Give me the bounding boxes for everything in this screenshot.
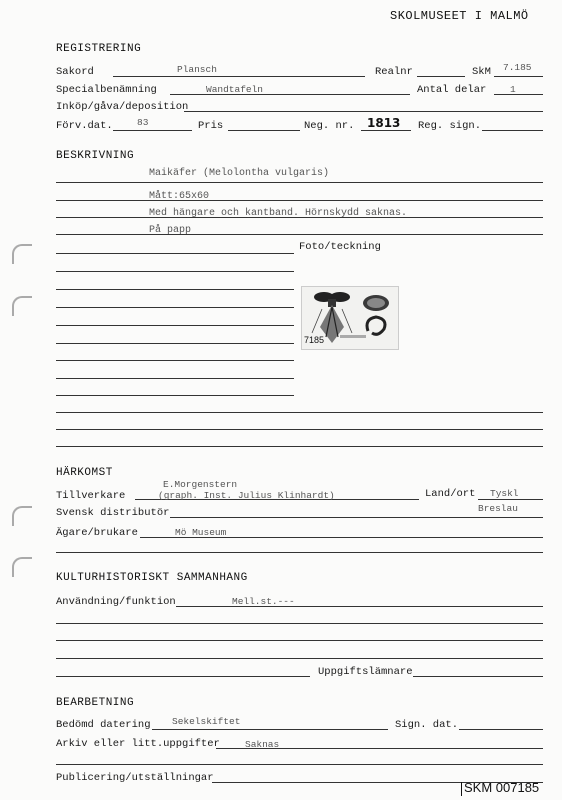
section-bearbetning: BEARBETNING bbox=[56, 697, 135, 709]
label-bedomd-datering: Bedömd datering bbox=[56, 719, 151, 731]
description-line bbox=[56, 182, 543, 183]
field-line-neg-nr bbox=[361, 130, 411, 131]
value-agare: Mö Museum bbox=[175, 527, 227, 538]
photo-caption: 7185 bbox=[304, 335, 325, 345]
description-line-short bbox=[56, 378, 294, 379]
value-datering: Sekelskiftet bbox=[172, 716, 241, 727]
value-ort: Breslau bbox=[478, 503, 518, 514]
section-kultur: KULTURHISTORISKT SAMMANHANG bbox=[56, 572, 248, 584]
value-beskrivning-3: Med hängare och kantband. Hörnskydd saknas. bbox=[149, 208, 408, 219]
label-sign-dat: Sign. dat. bbox=[395, 719, 459, 731]
label-inkop: Inköp/gåva/deposition bbox=[56, 101, 189, 113]
value-tillverkare-2: (graph. Inst. Julius Klinhardt) bbox=[158, 490, 335, 501]
field-line-forv-dat bbox=[113, 130, 192, 131]
description-line bbox=[56, 446, 543, 447]
value-neg-nr: 1813 bbox=[367, 116, 401, 130]
description-line bbox=[56, 217, 543, 218]
description-line-short bbox=[56, 307, 294, 308]
section-registrering: REGISTRERING bbox=[56, 43, 142, 55]
field-line-reg-sign bbox=[482, 130, 543, 131]
description-line bbox=[56, 412, 543, 413]
object-photo bbox=[301, 286, 399, 350]
description-line-short bbox=[56, 253, 294, 254]
archive-stamp: SKM 007185 bbox=[464, 780, 540, 795]
label-land-ort: Land/ort bbox=[425, 488, 476, 500]
kultur-line-short bbox=[56, 676, 310, 677]
value-forv-dat: 83 bbox=[137, 117, 149, 128]
section-harkomst: HÄRKOMST bbox=[56, 467, 113, 479]
field-line-skm bbox=[494, 76, 543, 77]
label-antal-delar: Antal delar bbox=[417, 84, 487, 96]
label-agare: Ägare/brukare bbox=[56, 527, 138, 539]
field-line-realnr bbox=[417, 76, 465, 77]
value-sakord: Plansch bbox=[177, 64, 217, 75]
binder-hole bbox=[12, 506, 32, 526]
institution-header: SKOLMUSEET I MALMÖ bbox=[390, 9, 529, 23]
harkomst-line bbox=[56, 552, 543, 553]
field-line-pris bbox=[228, 130, 300, 131]
field-line-uppgiftslamnare bbox=[413, 676, 543, 677]
field-line-land bbox=[478, 499, 543, 500]
label-pris: Pris bbox=[198, 120, 224, 132]
value-beskrivning-1: Maikäfer (Melolontha vulgaris) bbox=[149, 168, 330, 179]
value-anvandning: Mell.st.--- bbox=[232, 596, 295, 607]
description-line bbox=[56, 200, 543, 201]
value-skm: 7.185 bbox=[503, 62, 532, 73]
label-publicering: Publicering/utställningar bbox=[56, 772, 214, 784]
description-line-short bbox=[56, 271, 294, 272]
label-specialbenamning: Specialbenämning bbox=[56, 84, 157, 96]
label-reg-sign: Reg. sign. bbox=[418, 120, 482, 132]
label-anvandning: Användning/funktion bbox=[56, 596, 176, 608]
binder-hole bbox=[12, 296, 32, 316]
kultur-line bbox=[56, 658, 543, 659]
value-beskrivning-4: På papp bbox=[149, 225, 192, 236]
description-line-short bbox=[56, 325, 294, 326]
label-arkiv: Arkiv eller litt.uppgifter bbox=[56, 738, 220, 750]
label-sakord: Sakord bbox=[56, 66, 94, 78]
description-line bbox=[56, 429, 543, 430]
description-line-short bbox=[56, 395, 294, 396]
field-line-distributor bbox=[170, 517, 543, 518]
description-line-short bbox=[56, 360, 294, 361]
bearbetning-line bbox=[56, 764, 543, 765]
label-forv-dat: Förv.dat. bbox=[56, 120, 113, 132]
label-svensk-distributor: Svensk distributör bbox=[56, 507, 170, 519]
description-line-short bbox=[56, 289, 294, 290]
description-line-short bbox=[56, 343, 294, 344]
field-line-datering bbox=[152, 729, 388, 730]
value-specialbenamning: Wandtafeln bbox=[206, 84, 264, 95]
section-beskrivning: BESKRIVNING bbox=[56, 150, 135, 162]
kultur-line bbox=[56, 623, 543, 624]
value-antal-delar: 1 bbox=[510, 84, 516, 95]
field-line-inkop bbox=[184, 111, 543, 112]
kultur-line bbox=[56, 640, 543, 641]
binder-hole bbox=[12, 244, 32, 264]
label-neg-nr: Neg. nr. bbox=[304, 120, 355, 132]
field-line-sakord bbox=[113, 76, 365, 77]
value-arkiv: Saknas bbox=[245, 739, 280, 750]
label-skm: SkM bbox=[472, 66, 491, 78]
description-line bbox=[56, 234, 543, 235]
label-realnr: Realnr bbox=[375, 66, 413, 78]
value-land: Tyskl bbox=[490, 488, 519, 499]
label-tillverkare: Tillverkare bbox=[56, 490, 126, 502]
field-line-antal-delar bbox=[494, 94, 543, 95]
value-beskrivning-2: Mått:65x60 bbox=[149, 191, 210, 202]
field-line-sign-dat bbox=[459, 729, 543, 730]
binder-hole bbox=[12, 557, 32, 577]
label-foto: Foto/teckning bbox=[299, 241, 381, 253]
value-tillverkare-1: E.Morgenstern bbox=[163, 479, 238, 490]
label-uppgiftslamnare: Uppgiftslämnare bbox=[318, 666, 413, 678]
